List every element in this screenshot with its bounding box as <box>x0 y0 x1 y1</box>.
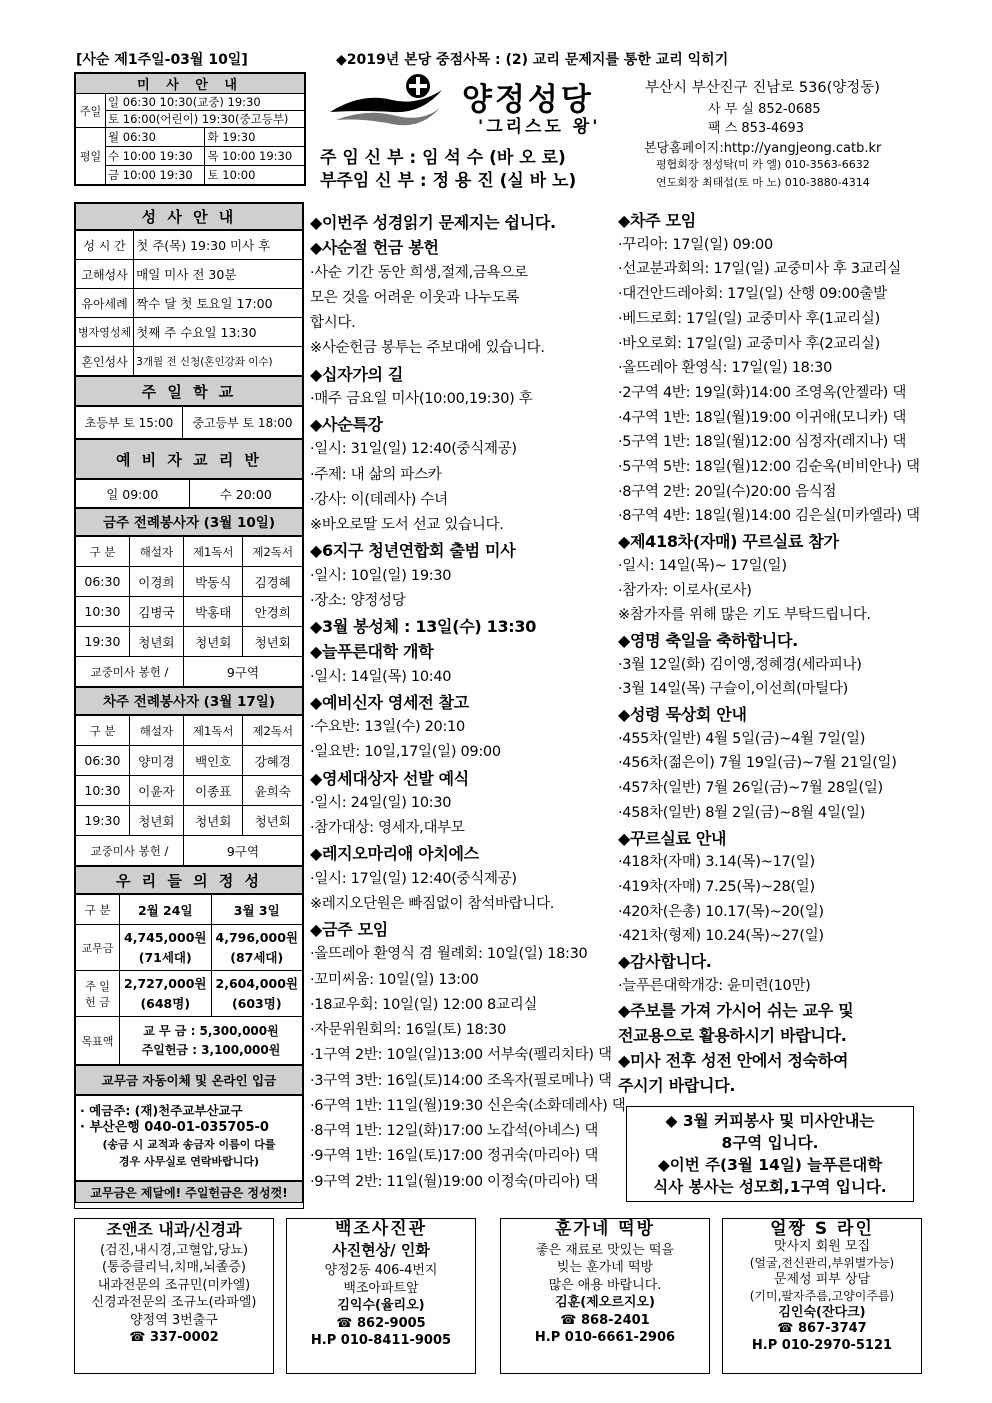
item-line: ·일시: 14일(목) 10:40 <box>310 668 452 685</box>
mass-row: 금 10:00 19:30 <box>106 166 205 185</box>
item-line: ·대건안드레아회: 17일(일) 산행 09:00출발 <box>618 286 887 303</box>
offerings-table <box>75 894 303 1065</box>
table-cell: 박홍태 <box>183 597 243 627</box>
mass-row: 일 06:30 10:30(교중) 19:30 <box>106 94 305 111</box>
mass-row: 월 06:30 <box>106 128 205 147</box>
section-heading: ◆감사합니다. <box>618 952 712 971</box>
table-cell: 매일 미사 전 30분 <box>134 260 303 289</box>
table-cell: 제2독서 <box>243 537 303 567</box>
notice-line: 8구역 입니다. <box>721 1134 819 1152</box>
ad-line: 사진현상/ 인화 <box>332 1240 430 1259</box>
ad-line: 김훈(제오르지오) <box>555 1295 655 1310</box>
table-cell: 혼인성사 <box>76 347 134 376</box>
section-heading: ◆제418차(자매) 꾸르실료 참가 <box>618 532 839 552</box>
mass-row: 수 10:00 19:30 <box>106 147 205 166</box>
section-heading: ◆예비신자 영세전 찰고 <box>310 692 469 712</box>
table-cell: 06:30 <box>76 567 130 597</box>
table-cell: 06:30 <box>76 746 130 776</box>
item-line: ·6구역 1반: 11일(월)19:30 신은숙(소화데레사) 댁 <box>310 1097 626 1114</box>
table-cell: 4,796,000원 (87세대) <box>211 925 303 971</box>
table-cell: 청년회 <box>183 806 243 836</box>
parish-sub: '그리스도 왕' <box>478 117 601 137</box>
table-cell: 19:30 <box>76 627 130 657</box>
item-line: ·458차(일반) 8월 2일(금)~8월 4일(일) <box>618 804 866 821</box>
ad-line: 신경과전문의 조규노(라파엘) <box>91 1295 257 1310</box>
table-cell: 2월 24일 <box>120 895 212 925</box>
table-cell: 초등부 토 15:00 <box>76 407 183 439</box>
table-cell: 10:30 <box>76 776 130 806</box>
table-cell: 주 일 헌 금 <box>76 971 120 1017</box>
table-cell: 강혜경 <box>243 746 303 776</box>
item-line: ·9구역 1반: 16일(토)17:00 정귀숙(마리아) 댁 <box>310 1148 599 1165</box>
section-heading: 전교용으로 활용하시기 바랍니다. <box>618 1026 847 1046</box>
bank-holder: · 예금주: (재)천주교부산교구 <box>80 1103 243 1118</box>
section-heading: ◆꾸르실료 안내 <box>618 828 727 848</box>
middle-column <box>310 210 626 1200</box>
ad-line: 문제성 피부 상담 <box>773 1271 871 1287</box>
homepage-link[interactable]: 본당홈페이지:http://yangjeong.catb.kr <box>644 141 882 156</box>
youth-chair: 연도회장 최태섭(토 마 노) 010-3880-4314 <box>656 176 870 189</box>
notice-line: ◆ 3월 커피봉사 및 미사안내는 <box>665 1112 875 1130</box>
item-line: ·1구역 2반: 10일(일)13:00 서부숙(펠리치타) 댁 <box>310 1047 612 1064</box>
ad-line: 좋은 재료로 맛있는 떡을 <box>536 1242 674 1258</box>
table-cell: 고해성사 <box>76 260 134 289</box>
theme-label: ◆2019년 본당 중점사목 : (2) 교리 문제지를 통한 교리 익히기 <box>336 52 729 68</box>
table-cell: 19:30 <box>76 806 130 836</box>
section-heading: ◆십자가의 길 <box>310 364 404 384</box>
ad-phone: H.P 010-8411-9005 <box>310 1333 452 1348</box>
table-cell: 김경혜 <box>243 567 303 597</box>
mass-row: 토 16:00(어린이) 19:30(중고등부) <box>106 111 305 128</box>
table-cell: 제1독서 <box>183 716 243 746</box>
item-line: ·9구역 2반: 11일(월)19:00 이정숙(마리아) 댁 <box>310 1173 599 1190</box>
item-line: ·꾸리아: 17일(일) 09:00 <box>618 236 773 253</box>
item-line: ·3구역 3반: 16일(토)14:00 조옥자(필로메나) 댁 <box>310 1072 612 1089</box>
section-heading: ◆차주 모임 <box>618 211 696 230</box>
section-heading: ◆주보를 가져 가시어 쉬는 교우 및 <box>618 1001 854 1021</box>
table-cell: 중고등부 토 18:00 <box>182 407 302 439</box>
ad-phone: ☎ 868-2401 <box>560 1312 650 1328</box>
table-cell: 첫째 주 수요일 13:30 <box>134 318 303 347</box>
item-line: ·2구역 4반: 19일(화)14:00 조영옥(안젤라) 댁 <box>618 384 907 401</box>
table-cell: 제2독서 <box>243 716 303 746</box>
table-cell: 김병국 <box>129 597 183 627</box>
item-line: ·베드로회: 17일(일) 교중미사 후(1교리실) <box>618 310 880 327</box>
notice-line: ◆이번 주(3월 14일) 늘푸른대학 <box>657 1156 883 1174</box>
council-chair: 평협회장 정성탁(미 카 엘) 010-3563-6632 <box>656 158 870 171</box>
item-line: ·장소: 양정성당 <box>310 592 406 609</box>
section-heading: ◆영명 축일을 축하합니다. <box>618 630 798 650</box>
left-sidebar <box>74 202 304 1209</box>
table-cell: 10:30 <box>76 597 130 627</box>
item-line: ·420차(은총) 10.17(목)~20(일) <box>618 903 824 920</box>
table-cell: 박동식 <box>183 567 243 597</box>
item-line: ·매주 금요일 미사(10:00,19:30) 후 <box>310 390 533 407</box>
item-line: 모은 것을 어려운 이웃과 나누도록 <box>310 289 520 306</box>
ad-line: 양정역 3번출구 <box>130 1312 218 1328</box>
bank-footer: 교무금은 제달에! 주일헌금은 정성껏! <box>75 1181 303 1203</box>
table-cell: 4,745,000원 (71세대) <box>120 925 212 971</box>
item-line: ·455차(일반) 4월 5일(금)~4월 7일(일) <box>618 730 866 747</box>
item-line: ·419차(자매) 7.25(목)~28(일) <box>618 878 815 895</box>
ad-title: 백조사진관 <box>334 1219 428 1239</box>
ad-line: 김인숙(잔다크) <box>778 1304 866 1320</box>
table-cell: 청년회 <box>243 627 303 657</box>
item-line: ·18교우회: 10일(일) 12:00 8교리실 <box>310 996 538 1013</box>
table-cell: 교무금 <box>76 925 120 971</box>
table-cell: 교중미사 봉헌 / <box>76 836 184 866</box>
mass-schedule <box>74 72 306 186</box>
item-line: ·바오로회: 17일(일) 교중미사 후(2교리실) <box>618 335 880 352</box>
item-line: ·4구역 1반: 18일(월)19:00 이귀애(모니카) 댁 <box>618 409 907 426</box>
table-cell: 교 무 금 : 5,300,000원 주일헌금 : 3,100,000원 <box>120 1017 303 1065</box>
table-cell: 청년회 <box>243 806 303 836</box>
ad-line: 맛사지 회원 모집 <box>773 1238 871 1254</box>
item-line: ·참가자: 이로사(로사) <box>618 582 752 599</box>
item-line: ·선교분과회의: 17일(일) 교중미사 후 3교리실 <box>618 261 901 278</box>
table-cell: 해설자 <box>129 537 183 567</box>
item-line: ·꼬미씨움: 10일(일) 13:00 <box>310 971 479 988</box>
table-cell: 이종표 <box>183 776 243 806</box>
table-cell: 구 분 <box>76 716 130 746</box>
table-cell: 이윤자 <box>129 776 183 806</box>
item-line: ※레지오단원은 빠짐없이 참석바랍니다. <box>310 895 555 912</box>
item-line: ·수요반: 13일(수) 20:10 <box>310 719 465 735</box>
section-heading: ◆영세대상자 선발 예식 <box>310 768 469 788</box>
ministers-next-title: 차주 전례봉사자 (3월 17일) <box>75 687 303 715</box>
table-cell: 윤희숙 <box>243 776 303 806</box>
fax: 팩 스 853-4693 <box>708 121 804 136</box>
item-line: ·8구역 4반: 18일(월)14:00 김은실(미카엘라) 댁 <box>618 508 920 525</box>
item-line: ·421차(형제) 10.24(목)~27(일) <box>618 928 824 945</box>
bank-info <box>75 1095 303 1181</box>
table-cell: 3월 3일 <box>211 895 303 925</box>
ad-line: 백조아파트앞 <box>343 1280 419 1296</box>
section-heading: ◆성령 묵상회 안내 <box>618 705 747 724</box>
table-cell: 2,604,000원 (603명) <box>211 971 303 1017</box>
item-line: ·일시: 10일(일) 19:30 <box>310 567 452 584</box>
item-line: ※바오로딸 도서 선교 있습니다. <box>310 517 504 533</box>
sacrament-table <box>75 230 303 376</box>
item-line: ·457차(일반) 7월 26일(금)~7월 28일(일) <box>618 780 883 797</box>
mass-row: 토 10:00 <box>205 166 305 185</box>
notice-box <box>626 1106 914 1202</box>
table-cell: 안경희 <box>243 597 303 627</box>
mass-title: 미 사 안 내 <box>76 74 305 94</box>
item-line: ·일시: 31일(일) 12:40(중식제공) <box>310 441 517 458</box>
section-heading: ◆늘푸른대학 개학 <box>310 642 434 662</box>
ad-line: (기미,팔자주름,고양이주름) <box>749 1289 895 1303</box>
item-line: ·주제: 내 삶의 파스카 <box>310 466 442 483</box>
ad-beauty <box>722 1218 922 1374</box>
table-cell: 병자영성체 <box>76 318 134 347</box>
weekday-label: 평일 <box>76 128 106 185</box>
section-heading: ◆레지오마리애 아치에스 <box>310 844 479 864</box>
table-cell: 수 20:00 <box>189 480 303 508</box>
ad-clinic <box>74 1218 274 1374</box>
table-cell: 2,727,000원 (648명) <box>120 971 212 1017</box>
item-line: 합시다. <box>310 315 356 331</box>
ministers-this-title: 금주 전례봉사자 (3월 10일) <box>75 508 303 536</box>
table-cell: 구 분 <box>76 895 120 925</box>
section-heading: ◆금주 모임 <box>310 920 388 939</box>
section-heading: ◆사순절 헌금 봉헌 <box>310 238 439 258</box>
pastor: 주 임 신 부 : 임 석 수 (바 오 로) <box>320 148 566 168</box>
section-heading: ◆6지구 청년연합회 출범 미사 <box>310 541 516 561</box>
table-cell: 9구역 <box>183 657 302 687</box>
table-cell: 유아세례 <box>76 289 134 318</box>
ad-title: 조앤조 내과/신경과 <box>106 1220 242 1239</box>
item-line: ·418차(자매) 3.14(목)~17(일) <box>618 854 815 871</box>
ad-line: 김익수(율리오) <box>337 1298 425 1313</box>
item-line: ·일시: 14일(목)~ 17일(일) <box>618 557 787 574</box>
section-heading: ◆3월 봉성체 : 13일(수) 13:30 <box>310 617 537 636</box>
section-heading: ◆이번주 성경읽기 문제지는 쉽니다. <box>310 213 556 232</box>
item-line: ·일시: 17일(일) 12:40(중식제공) <box>310 870 517 887</box>
ad-line: (검진,내시경,고혈압,당뇨) <box>99 1242 249 1258</box>
table-cell: 목표액 <box>76 1017 120 1065</box>
table-cell: 청년회 <box>129 627 183 657</box>
table-cell: 9구역 <box>183 836 302 866</box>
ministers-this-table <box>75 536 303 687</box>
assistant-pastor: 부주임 신 부 : 정 용 진 (실 바 노) <box>320 171 577 191</box>
table-cell: 구 분 <box>76 537 130 567</box>
ad-phone: ☎ 337-0002 <box>129 1330 219 1345</box>
item-line: ·늘푸른대학개강: 윤미련(10만) <box>618 977 811 994</box>
ad-title: 얼짱 S 라인 <box>770 1219 874 1239</box>
item-line: ·올뜨레아 환영식 겸 월례회: 10일(일) 18:30 <box>310 946 588 963</box>
ministers-next-table <box>75 715 303 866</box>
table-cell: 양미경 <box>129 746 183 776</box>
ad-photo <box>286 1218 476 1374</box>
address: 부산시 부산진구 진남로 536(양정동) <box>645 80 880 96</box>
table-cell: 짝수 달 첫 토요일 17:00 <box>134 289 303 318</box>
section-heading: ◆사순특강 <box>310 415 383 434</box>
catechumen-title: 예 비 자 교 리 반 <box>75 439 303 479</box>
ad-ricecake <box>500 1218 710 1374</box>
sunday-label: 주일 <box>76 94 106 128</box>
parish-name: 양정성당 <box>462 82 594 118</box>
mass-row: 목 10:00 19:30 <box>205 147 305 166</box>
ad-phone: ☎ 867-3747 <box>777 1321 867 1336</box>
item-line: ·8구역 2반: 20일(수)20:00 음식점 <box>618 483 837 500</box>
table-cell: 교중미사 봉헌 / <box>76 657 184 687</box>
table-cell: 첫 주(목) 19:30 미사 후 <box>134 231 303 260</box>
item-line: ·일시: 24일(일) 10:30 <box>310 794 452 811</box>
table-cell: 백인호 <box>183 746 243 776</box>
bank-note: 경우 사무실로 연락바랍니다) <box>118 1155 260 1168</box>
notice-line: 식사 봉사는 성모회,1구역 입니다. <box>653 1178 887 1196</box>
item-line: ·올뜨레아 환영식: 17일(일) 18:30 <box>618 360 833 377</box>
office-phone: 사 무 실 852-0685 <box>708 102 821 117</box>
item-line: ·3월 14일(목) 구슬이,이선희(마틸다) <box>618 681 848 698</box>
table-cell: 3개월 전 신청(혼인강좌 이수) <box>134 347 303 376</box>
item-line: ※참가자를 위해 많은 기도 부탁드립니다. <box>618 607 871 624</box>
ad-line: 많은 애용 바랍니다. <box>548 1277 662 1293</box>
ad-line: (얼굴,전신관리,부위별가능) <box>749 1256 895 1270</box>
item-line: ·5구역 5반: 18일(월)12:00 김순옥(비비안나) 댁 <box>618 459 920 475</box>
bank-account: · 부산은행 040-01-035705-0 <box>80 1120 269 1135</box>
table-cell: 일 09:00 <box>76 480 190 508</box>
sacrament-title: 성 사 안 내 <box>75 203 303 230</box>
mass-row: 화 19:30 <box>205 128 305 147</box>
item-line: ·5구역 1반: 18일(월)12:00 심정자(레지나) 댁 <box>618 434 907 451</box>
item-line: ·자문위원회의: 16일(토) 18:30 <box>310 1022 507 1038</box>
section-heading: ◆미사 전후 성전 안에서 정숙하여 <box>618 1050 849 1070</box>
item-line: ·참가대상: 영세자,대부모 <box>310 820 465 836</box>
ad-line: 내과전문의 조규민(미카엘) <box>97 1277 251 1293</box>
bank-title: 교무금 자동이체 및 온라인 입금 <box>75 1065 303 1095</box>
ad-line: (통증클리닉,치매,뇌졸증) <box>102 1260 246 1275</box>
section-heading: 주시기 바랍니다. <box>618 1075 736 1095</box>
table-cell: 해설자 <box>129 716 183 746</box>
issue-label: [사순 제1주일-03월 10일] <box>76 52 248 68</box>
parish-logo <box>322 72 452 134</box>
table-cell: 청년회 <box>129 806 183 836</box>
sunday-school-title: 주 일 학 교 <box>75 376 303 406</box>
ad-phone: ☎ 862-9005 <box>336 1315 426 1331</box>
right-column <box>618 208 918 1108</box>
ad-title: 훈가네 떡방 <box>554 1219 656 1239</box>
item-line: ·사순 기간 동안 희생,절제,금욕으로 <box>310 264 528 281</box>
ad-phone: H.P 010-2970-5121 <box>751 1337 893 1353</box>
item-line: ·456차(젊은이) 7월 19일(금)~7월 21일(일) <box>618 755 897 772</box>
bank-note: (송금 시 교적과 송금자 이름이 다를 <box>102 1138 276 1151</box>
item-line: ·8구역 1반: 12일(화)17:00 노갑석(아녜스) 댁 <box>310 1123 599 1139</box>
table-cell: 청년회 <box>183 627 243 657</box>
table-cell: 성 시 간 <box>76 231 134 260</box>
item-line: ·일요반: 10일,17일(일) 09:00 <box>310 744 501 761</box>
table-cell: 제1독서 <box>183 537 243 567</box>
item-line: ※사순헌금 봉투는 주보대에 있습니다. <box>310 340 545 357</box>
item-line: ·강사: 이(데레사) 수녀 <box>310 491 448 508</box>
offerings-title: 우 리 들 의 정 성 <box>75 866 303 894</box>
ad-line: 양정2동 406-4번지 <box>324 1263 438 1278</box>
ad-line: 빚는 훈가네 떡방 <box>556 1260 654 1275</box>
ad-phone: H.P 010-6661-2906 <box>534 1330 676 1345</box>
table-cell: 이경희 <box>129 567 183 597</box>
item-line: ·3월 12일(화) 김이앵,정혜경(세라피나) <box>618 656 862 673</box>
